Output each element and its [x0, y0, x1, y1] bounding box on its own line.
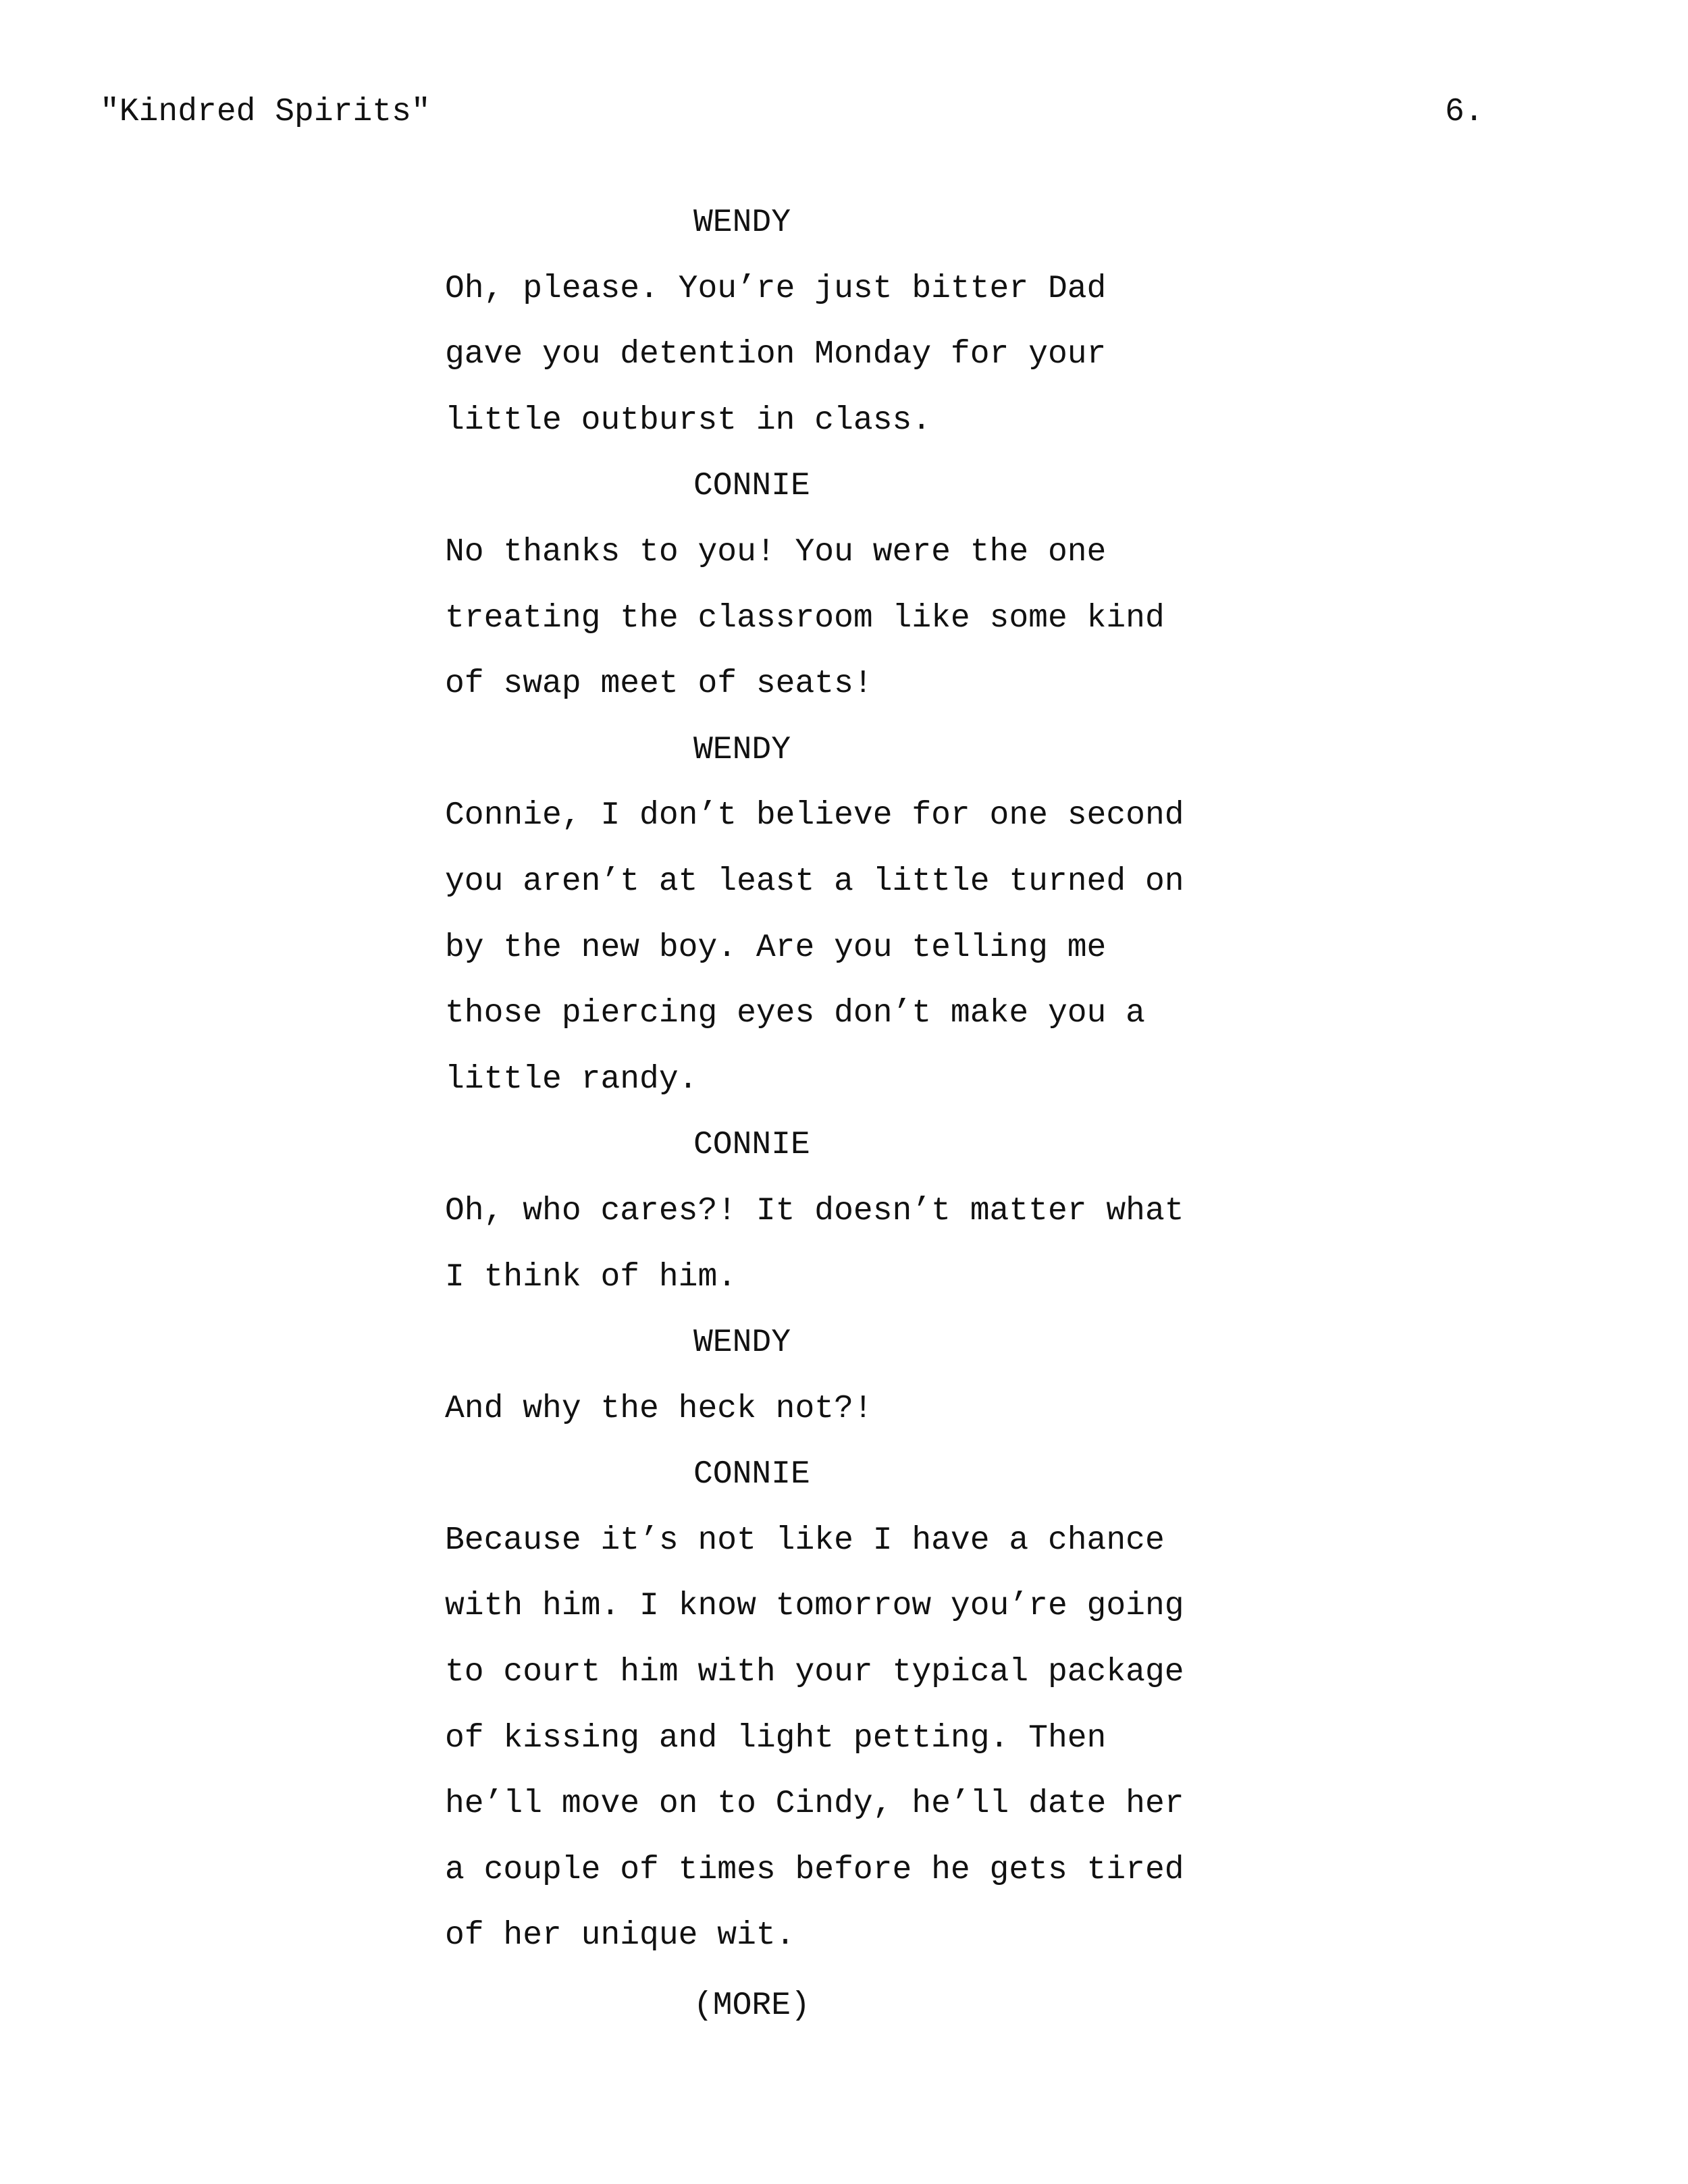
dialogue-line: by the new boy. Are you telling me — [445, 929, 1107, 966]
character-name: CONNIE — [693, 1456, 810, 1493]
continuation-marker: (MORE) — [693, 1988, 810, 2025]
dialogue-line: gave you detention Monday for your — [445, 336, 1107, 373]
dialogue-line: Because it’s not like I have a chance — [445, 1522, 1165, 1559]
dialogue-line: Connie, I don’t believe for one second — [445, 797, 1184, 834]
dialogue-line: to court him with your typical package — [445, 1654, 1184, 1691]
dialogue-line: little randy. — [445, 1061, 698, 1098]
dialogue-line: a couple of times before he gets tired — [445, 1851, 1184, 1888]
dialogue-line: And why the heck not?! — [445, 1390, 873, 1427]
dialogue-line: Oh, please. You’re just bitter Dad — [445, 270, 1107, 307]
character-name: WENDY — [693, 731, 791, 768]
dialogue-line: of swap meet of seats! — [445, 666, 873, 703]
dialogue-line: No thanks to you! You were the one — [445, 533, 1107, 570]
character-name: CONNIE — [693, 1127, 810, 1164]
page-number: 6. — [1445, 94, 1484, 130]
script-title: "Kindred Spirits" — [100, 94, 431, 130]
dialogue-block — [0, 1310, 1688, 1442]
dialogue-block — [0, 454, 1688, 717]
dialogue-line: those piercing eyes don’t make you a — [445, 995, 1145, 1032]
dialogue-block — [0, 190, 1688, 454]
dialogue-block — [0, 1113, 1688, 1310]
dialogue-line: Oh, who cares?! It doesn’t matter what — [445, 1192, 1184, 1229]
dialogue-line: little outburst in class. — [445, 402, 932, 439]
dialogue-line: with him. I know tomorrow you’re going — [445, 1588, 1184, 1625]
dialogue-block — [0, 1442, 1688, 1969]
character-name: WENDY — [693, 205, 791, 241]
dialogue-block — [0, 718, 1688, 1113]
character-name: WENDY — [693, 1325, 791, 1362]
script-body — [0, 190, 1688, 2040]
dialogue-line: of kissing and light petting. Then — [445, 1720, 1107, 1757]
dialogue-line: you aren’t at least a little turned on — [445, 863, 1184, 900]
dialogue-line: of her unique wit. — [445, 1917, 795, 1954]
dialogue-line: treating the classroom like some kind — [445, 600, 1165, 637]
dialogue-line: he’ll move on to Cindy, he’ll date her — [445, 1786, 1184, 1823]
character-name: CONNIE — [693, 468, 810, 505]
dialogue-line: I think of him. — [445, 1258, 737, 1296]
